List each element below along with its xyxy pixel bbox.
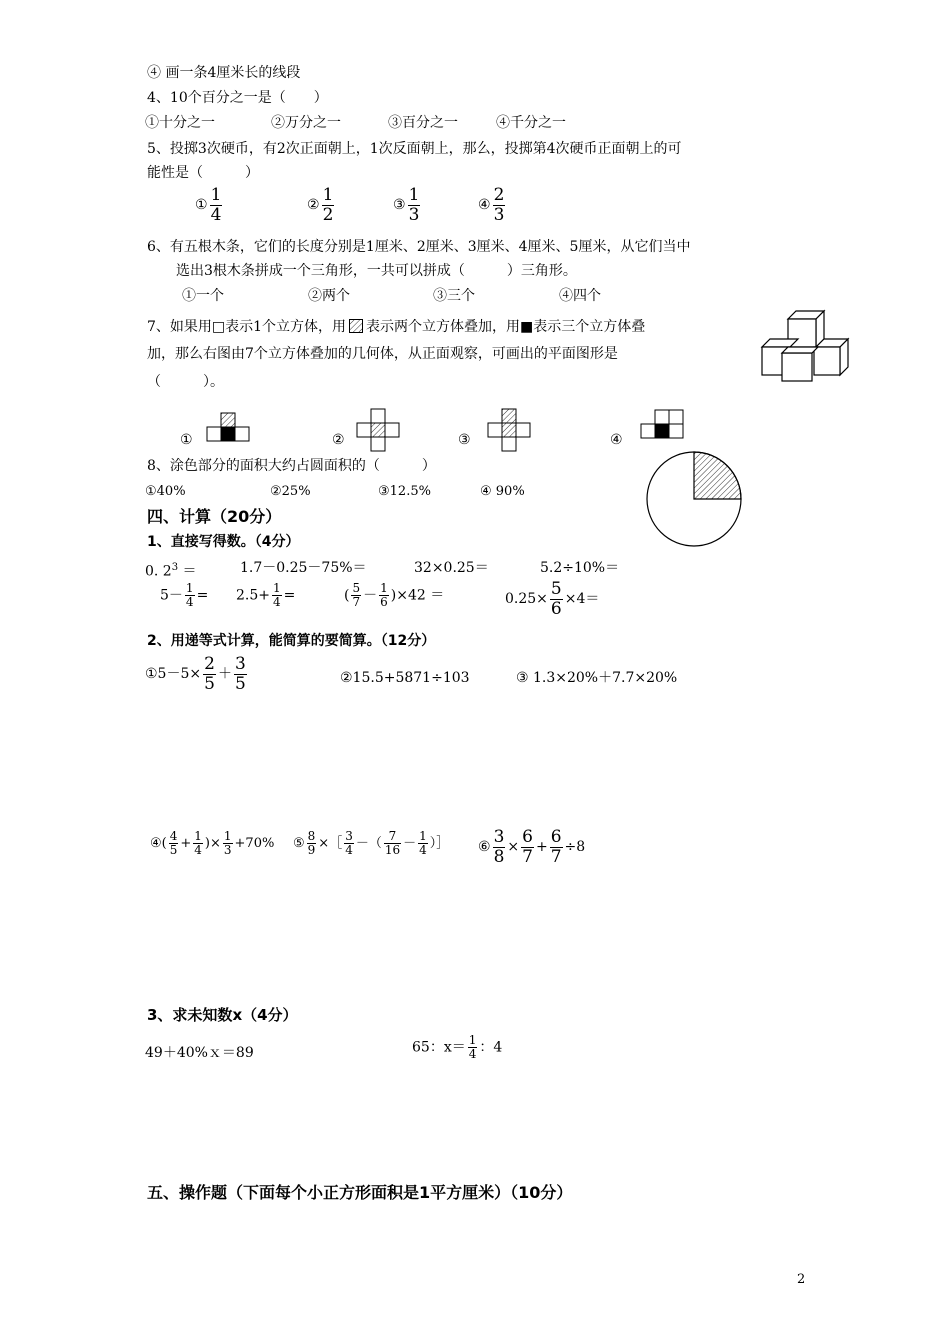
calc-1-item-1: 0. $2^3$ ＝ — [145, 562, 197, 580]
calc-1-item-3: 32×0.25＝ — [414, 560, 489, 576]
q4-option-1: ①十分之一 — [145, 115, 215, 131]
q8-option-4: ④ 90% — [480, 484, 525, 499]
calc-part-1-title: 1、直接写得数。（4分） — [147, 534, 300, 550]
calc-2-expr-3: ③ 1.3×20%＋7.7×20% — [516, 670, 678, 686]
q7-option-4-mark: ④ — [610, 432, 623, 448]
hatched-square-icon — [349, 319, 363, 333]
q6-option-2: ②两个 — [308, 288, 350, 304]
q7-option-2-figure — [356, 408, 400, 452]
calc-part-2-title: 2、用递等式计算，能简算的要简算。（12分） — [147, 633, 436, 649]
q8-stem: 8、涂色部分的面积大约占圆面积的（ ） — [147, 458, 436, 474]
q7-stem-line3: （ ）。 — [147, 374, 224, 390]
calc-2-expr-6: ⑥ $\frac{3}{8}$ × $\frac{6}{7}$ + $\frac{6}{7}$ ÷8 — [478, 827, 586, 867]
q7-stem-b: 表示两个立方体叠加，用■表示三个立方体叠 — [366, 319, 646, 335]
q8-option-2: ②25% — [270, 484, 311, 499]
q7-stem-a: 7、如果用□表示1个立方体，用 — [147, 319, 347, 335]
q7-option-1-figure — [206, 412, 250, 442]
calc-1-item-5: 5－ $\frac{1}{4}$ = — [160, 581, 209, 610]
calc-1-item-2: 1.7－0.25－75%＝ — [240, 560, 367, 576]
calc-1-item-6: 2.5+ $\frac{1}{4}$ = — [236, 581, 296, 610]
q5-option-3: ③ $\frac{1}{3}$ — [393, 185, 420, 225]
q4-option-2: ②万分之一 — [271, 115, 341, 131]
calc-1-item-7: ( $\frac{5}{7}$ － $\frac{1}{6}$ )×42 ＝ — [344, 581, 445, 610]
calc-part-3-title: 3、求未知数x（4分） — [147, 1006, 298, 1024]
q7-option-3-mark: ③ — [458, 432, 471, 448]
q6-option-1: ①一个 — [182, 288, 224, 304]
calc-2-expr-5: ⑤ $\frac{8}{9}$ ×［ $\frac{3}{4}$ －（ $\frac{7}{16}$ － $\frac{1}{4}$ ）］ — [293, 829, 450, 858]
calc-2-expr-1: ①5－5× $\frac{2}{5}$ ＋ $\frac{3}{5}$ — [145, 654, 246, 694]
q8-option-1: ①40% — [145, 484, 186, 499]
q6-option-4: ④四个 — [559, 288, 601, 304]
q7-option-2-mark: ② — [332, 432, 345, 448]
calc-2-expr-4: ④( $\frac{4}{5}$ + $\frac{1}{4}$ )× $\frac{1}{3}$ +70% — [150, 829, 275, 858]
q5-option-1: ① $\frac{1}{4}$ — [195, 185, 222, 225]
q5-stem-line1: 5、投掷3次硬币，有2次正面朝上，1次反面朝上，那么，投掷第4次硬币正面朝上的可 — [147, 141, 682, 157]
section-4-title: 四、计算（20分） — [147, 507, 282, 526]
q7-option-1-mark: ① — [180, 432, 193, 448]
q7-option-3-figure — [487, 408, 531, 452]
q6-option-3: ③三个 — [433, 288, 475, 304]
q7-stem-line2: 加，那么右图由7个立方体叠加的几何体，从正面观察，可画出的平面图形是 — [147, 346, 618, 362]
calc-2-expr-2: ②15.5+5871÷103 — [340, 670, 470, 686]
q5-option-2: ② $\frac{1}{2}$ — [307, 185, 334, 225]
calc-1-item-8: 0.25× $\frac{5}{6}$ ×4＝ — [505, 579, 600, 619]
section-5-title: 五、操作题（下面每个小正方形面积是1平方厘米）（10分） — [147, 1183, 573, 1202]
q3-option-4: ④ 画一条4厘米长的线段 — [147, 65, 301, 81]
q4-option-3: ③百分之一 — [388, 115, 458, 131]
q5-stem-line2: 能性是（ ） — [147, 165, 259, 181]
q7-option-4-figure — [640, 409, 686, 439]
page-number: 2 — [797, 1272, 806, 1287]
q7-stem-line1 — [147, 317, 645, 337]
q5-option-4: ④ $\frac{2}{3}$ — [478, 185, 505, 225]
q4-option-4: ④千分之一 — [496, 115, 566, 131]
equation-1: 49＋40%ｘ＝89 — [145, 1045, 254, 1061]
cube-stack-figure — [762, 307, 852, 387]
q6-stem-line1: 6、有五根木条，它们的长度分别是1厘米、2厘米、3厘米、4厘米、5厘米，从它们当中 — [147, 239, 691, 255]
circle-sector-figure — [646, 451, 744, 549]
q8-option-3: ③12.5% — [378, 484, 431, 499]
q6-stem-line2: 选出3根木条拼成一个三角形，一共可以拼成（ ）三角形。 — [176, 263, 577, 279]
calc-1-item-4: 5.2÷10%＝ — [540, 560, 620, 576]
q4-stem: 4、10个百分之一是（ ） — [147, 90, 328, 106]
equation-2: 65：x＝ $\frac{1}{4}$ ：4 — [412, 1033, 503, 1062]
